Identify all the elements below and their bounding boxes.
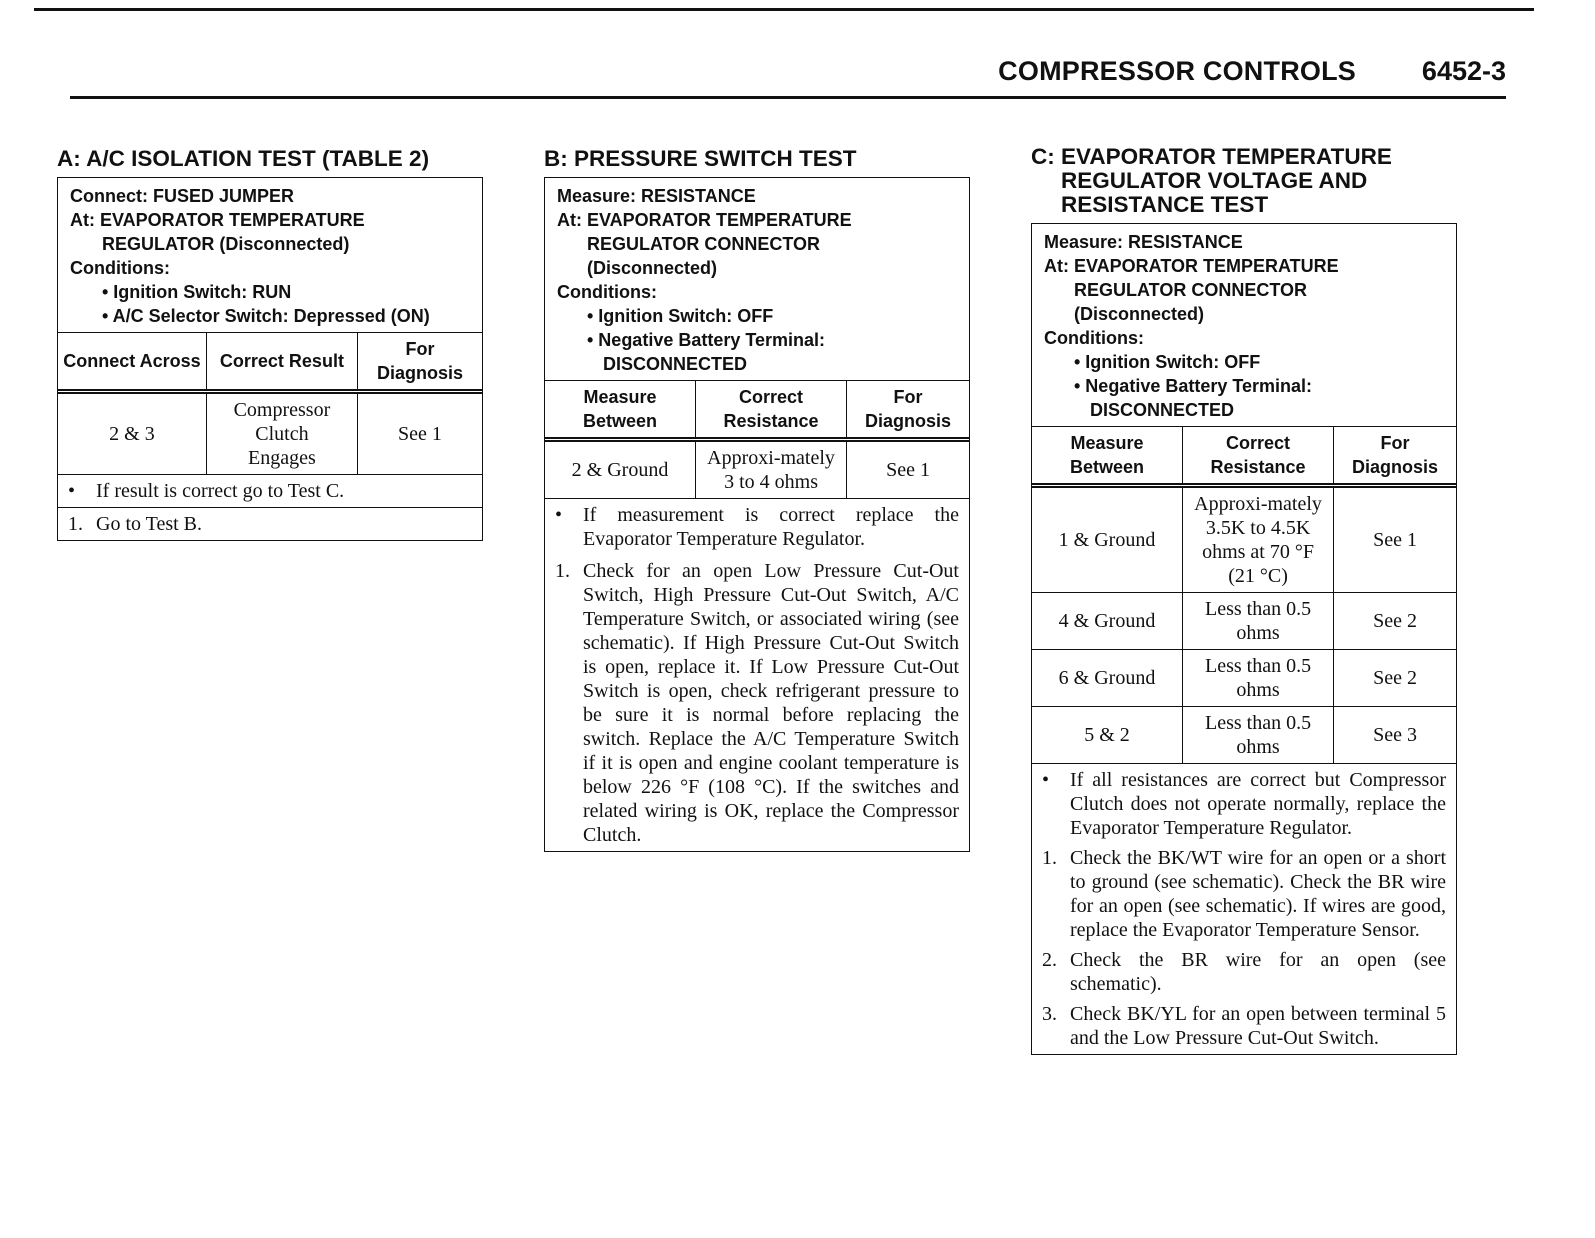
table-cell: 1 & Ground [1032, 486, 1183, 593]
note-text: Check for an open Low Pressure Cut-Out Switch, High Pressure Cut-Out Switch, A/C Temperature Switch, or associated wiring (see schematic). If High Pressure Cut-Out Switch is open, replace it. If Low Pressure Cut-Out Switch is open, check refrigerant pressure to be sure it is normal before replacing the switch. Replace the A/C Temperature Switch if it is open and engine coolant temperature is below 226 °F (108 °C). If the switches and related wiring is OK, replace the Compressor Clutch. [583, 560, 959, 846]
test-a-box [57, 177, 483, 541]
table-cell: See 1 [1334, 486, 1456, 593]
test-c-column [1031, 145, 1457, 1055]
table-row [1032, 707, 1456, 764]
note-item [545, 555, 969, 851]
note-text: If result is correct go to Test C. [96, 480, 345, 502]
table-cell: See 1 [847, 440, 969, 499]
condition-line: DISCONNECTED [603, 354, 748, 374]
test-c-title [1031, 145, 1457, 217]
column-header: Measure Between [545, 381, 696, 440]
test-c-title-line: C: EVAPORATOR TEMPERATURE [1031, 144, 1392, 169]
test-b-notes [545, 499, 969, 851]
note-item [1032, 946, 1456, 1000]
table-row [545, 440, 969, 499]
table-cell: See 2 [1334, 650, 1456, 707]
note-item [1032, 1000, 1456, 1054]
table-cell: Approxi-mately 3.5K to 4.5K ohms at 70 °F (21 °C) [1183, 486, 1334, 593]
column-header: For Diagnosis [847, 381, 969, 440]
table-cell: Approxi-mately 3 to 4 ohms [696, 440, 847, 499]
bullet: • [555, 504, 563, 526]
test-a-notes [58, 475, 482, 540]
condition-line: (Disconnected) [587, 258, 718, 278]
table-row [1032, 486, 1456, 593]
section-title: COMPRESSOR CONTROLS [998, 56, 1356, 86]
page-number: 6452-3 [1421, 56, 1506, 86]
column-header: Correct Resistance [1183, 427, 1334, 486]
table-cell: See 1 [357, 392, 482, 475]
test-b-title [544, 147, 970, 171]
condition-line: REGULATOR (Disconnected) [102, 234, 350, 254]
condition-line: At: EVAPORATOR TEMPERATURE [557, 210, 852, 230]
condition-line: • Ignition Switch: OFF [587, 306, 774, 326]
note-text: Go to Test B. [96, 513, 203, 535]
table-cell: 2 & 3 [58, 392, 206, 475]
column-header: For Diagnosis [357, 333, 482, 392]
note-number: 1. [555, 560, 570, 582]
column-header: Measure Between [1032, 427, 1183, 486]
table-cell: Less than 0.5 ohms [1183, 707, 1334, 764]
column-header: Correct Resistance [696, 381, 847, 440]
table-row [1032, 650, 1456, 707]
condition-line: DISCONNECTED [1090, 400, 1235, 420]
test-c-box [1031, 223, 1457, 1055]
condition-line: • Negative Battery Terminal: [587, 330, 826, 350]
table-row [58, 392, 482, 475]
note-item [1032, 764, 1456, 844]
test-a-title [57, 147, 483, 171]
condition-line: At: EVAPORATOR TEMPERATURE [1044, 256, 1339, 276]
bullet: • [1042, 769, 1050, 791]
bullet: • [68, 480, 76, 502]
table-cell: See 3 [1334, 707, 1456, 764]
test-c-title-line: REGULATOR VOLTAGE AND [1061, 168, 1368, 193]
note-number: 1. [1042, 847, 1057, 869]
test-b-column [544, 147, 970, 852]
column-header: For Diagnosis [1334, 427, 1456, 486]
note-number: 3. [1042, 1003, 1057, 1025]
note-item [545, 499, 969, 555]
condition-line: Conditions: [1044, 328, 1144, 348]
note-text: Check the BR wire for an open (see schematic). [1070, 949, 1446, 995]
condition-line: REGULATOR CONNECTOR [1074, 280, 1308, 300]
test-a-title-line: A: A/C ISOLATION TEST (TABLE 2) [57, 146, 430, 171]
table-cell: 4 & Ground [1032, 593, 1183, 650]
test-a-table [58, 332, 482, 475]
table-cell: Less than 0.5 ohms [1183, 593, 1334, 650]
condition-line: • Negative Battery Terminal: [1074, 376, 1313, 396]
table-cell: Less than 0.5 ohms [1183, 650, 1334, 707]
test-c-conditions [1032, 224, 1456, 426]
note-item [1032, 844, 1456, 946]
table-cell: 2 & Ground [545, 440, 696, 499]
condition-line: At: EVAPORATOR TEMPERATURE [70, 210, 365, 230]
note-text: Check the BK/WT wire for an open or a short to ground (see schematic). Check the BR wire for an open (see schematic). If wires are good, replace the Evaporator Temperature Sensor. [1070, 847, 1446, 941]
condition-line: REGULATOR CONNECTOR [587, 234, 821, 254]
note-number: 2. [1042, 949, 1057, 971]
table-cell: 6 & Ground [1032, 650, 1183, 707]
test-a-column [57, 147, 483, 541]
condition-line: Measure: RESISTANCE [557, 186, 756, 206]
test-b-conditions [545, 178, 969, 380]
note-item [58, 507, 482, 540]
top-rule [34, 8, 1534, 11]
test-b-box [544, 177, 970, 852]
condition-line: (Disconnected) [1074, 304, 1205, 324]
test-b-table [545, 380, 969, 499]
condition-line: • Ignition Switch: OFF [1074, 352, 1261, 372]
condition-line: Measure: RESISTANCE [1044, 232, 1243, 252]
note-number: 1. [68, 513, 83, 535]
table-cell: Compressor Clutch Engages [206, 392, 357, 475]
test-a-conditions [58, 178, 482, 332]
column-header: Connect Across [58, 333, 206, 392]
note-text: If measurement is correct replace the Evaporator Temperature Regulator. [583, 504, 959, 550]
table-cell: 5 & 2 [1032, 707, 1183, 764]
condition-line: Connect: FUSED JUMPER [70, 186, 295, 206]
condition-line: Conditions: [70, 258, 170, 278]
condition-line: • Ignition Switch: RUN [102, 282, 292, 302]
test-c-notes [1032, 764, 1456, 1054]
column-header: Correct Result [206, 333, 357, 392]
condition-line: Conditions: [557, 282, 657, 302]
note-item [58, 475, 482, 507]
table-cell: See 2 [1334, 593, 1456, 650]
test-c-table [1032, 426, 1456, 764]
note-text: Check BK/YL for an open between terminal 5 and the Low Pressure Cut-Out Switch. [1070, 1003, 1446, 1049]
condition-line: • A/C Selector Switch: Depressed (ON) [102, 306, 430, 326]
page-header [70, 56, 1506, 99]
test-c-title-line: RESISTANCE TEST [1061, 192, 1269, 217]
note-text: If all resistances are correct but Compressor Clutch does not operate normally, replace the Evaporator Temperature Regulator. [1070, 769, 1446, 839]
table-row [1032, 593, 1456, 650]
test-b-title-line: B: PRESSURE SWITCH TEST [544, 146, 857, 171]
